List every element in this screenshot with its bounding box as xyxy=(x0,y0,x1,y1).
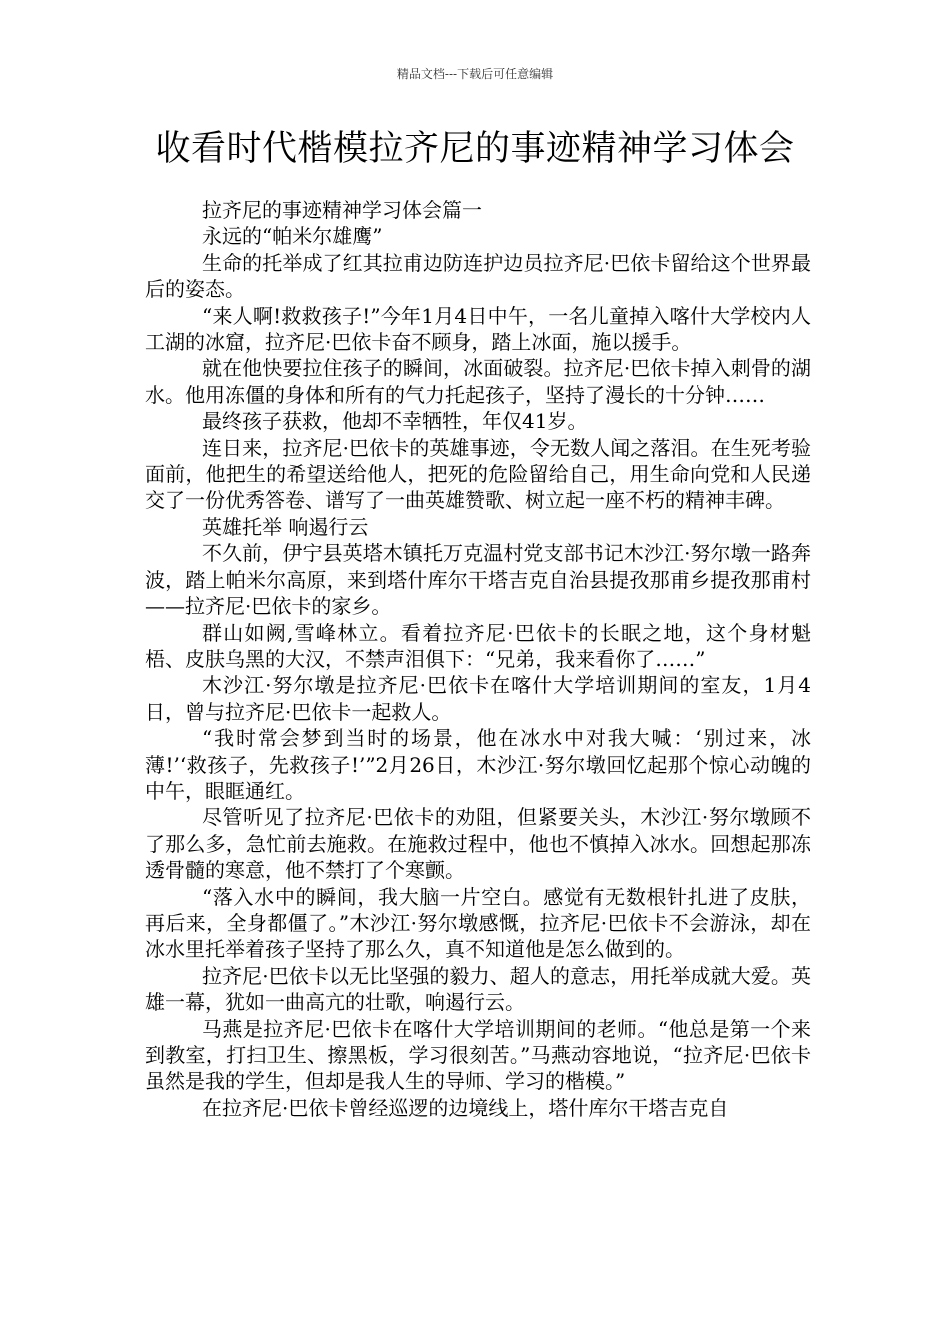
subheading: 永远的“帕米尔雄鹰” xyxy=(202,224,383,249)
header-note: 精品文档---下载后可任意编辑 xyxy=(396,67,554,81)
paragraph: “来人啊!救救孩子!”今年1月4日中午，一名儿童掉入喀什大学校内人工湖的冰窟，拉齐尼·巴依卡奋不顾身，踏上冰面，施以援手。 xyxy=(145,303,811,355)
document-title: 收看时代楷模拉齐尼的事迹精神学习体会 xyxy=(155,129,795,169)
paragraph: 不久前，伊宁县英塔木镇托万克温村党支部书记木沙江·努尔墩一路奔波，踏上帕米尔高原，来到塔什库尔干塔吉克自治县提孜那甫乡提孜那甫村——拉齐尼·巴依卡的家乡。 xyxy=(145,541,811,619)
section-heading: 拉齐尼的事迹精神学习体会篇一 xyxy=(202,198,482,222)
paragraph: 马燕是拉齐尼·巴依卡在喀什大学培训期间的老师。“他总是第一个来到教室，打扫卫生、擦黑板，学习很刻苦。”马燕动容地说，“拉齐尼·巴依卡虽然是我的学生，但却是我人生的导师、学习的楷模。” xyxy=(145,1016,811,1094)
paragraph: 连日来，拉齐尼·巴依卡的英雄事迹，令无数人闻之落泪。在生死考验面前，他把生的希望送给他人，把死的危险留给自己，用生命向党和人民递交了一份优秀答卷、谱写了一曲英雄赞歌、树立起一座不朽的精神丰碑。 xyxy=(145,435,811,513)
paragraph: 木沙江·努尔墩是拉齐尼·巴依卡在喀什大学培训期间的室友，1月4日，曾与拉齐尼·巴依卡一起救人。 xyxy=(145,673,811,724)
paragraph: 就在他快要拉住孩子的瞬间，冰面破裂。拉齐尼·巴依卡掉入刺骨的湖水。他用冻僵的身体和所有的气力托起孩子，坚持了漫长的十分钟…… xyxy=(145,356,811,407)
paragraph: 尽管听见了拉齐尼·巴依卡的劝阻，但紧要关头，木沙江·努尔墩顾不了那么多，急忙前去施救。在施救过程中，他也不慎掉入冰水。回想起那冻透骨髓的寒意，他不禁打了个寒颤。 xyxy=(145,805,811,883)
paragraph: 拉齐尼·巴依卡以无比坚强的毅力、超人的意志，用托举成就大爱。英雄一幕，犹如一曲高亢的壮歌，响遏行云。 xyxy=(145,963,811,1015)
subheading: 英雄托举 响遏行云 xyxy=(202,514,369,539)
paragraph: 群山如阙,雪峰林立。看着拉齐尼·巴依卡的长眠之地，这个身材魁梧、皮肤乌黑的大汉，不禁声泪俱下：“兄弟，我来看你了……” xyxy=(145,620,811,671)
paragraph: 生命的托举成了红其拉甫边防连护边员拉齐尼·巴依卡留给这个世界最后的姿态。 xyxy=(145,250,811,302)
paragraph: “落入水中的瞬间，我大脑一片空白。感觉有无数根针扎进了皮肤，再后来，全身都僵了。”木沙江·努尔墩感慨，拉齐尼·巴依卡不会游泳，却在冰水里托举着孩子坚持了那么久，真不知道他是怎么做到的。 xyxy=(145,884,811,962)
paragraph: “我时常会梦到当时的场景，他在冰水中对我大喊：‘别过来，冰薄!’‘救孩子，先救孩子!’”2月26日，木沙江·努尔墩回忆起那个惊心动魄的中午，眼眶通红。 xyxy=(145,726,811,803)
document-body xyxy=(145,197,811,1121)
paragraph: 在拉齐尼·巴依卡曾经巡逻的边境线上，塔什库尔干塔吉克自 xyxy=(202,1095,729,1120)
paragraph: 最终孩子获救，他却不幸牺牲，年仅41岁。 xyxy=(202,409,588,434)
